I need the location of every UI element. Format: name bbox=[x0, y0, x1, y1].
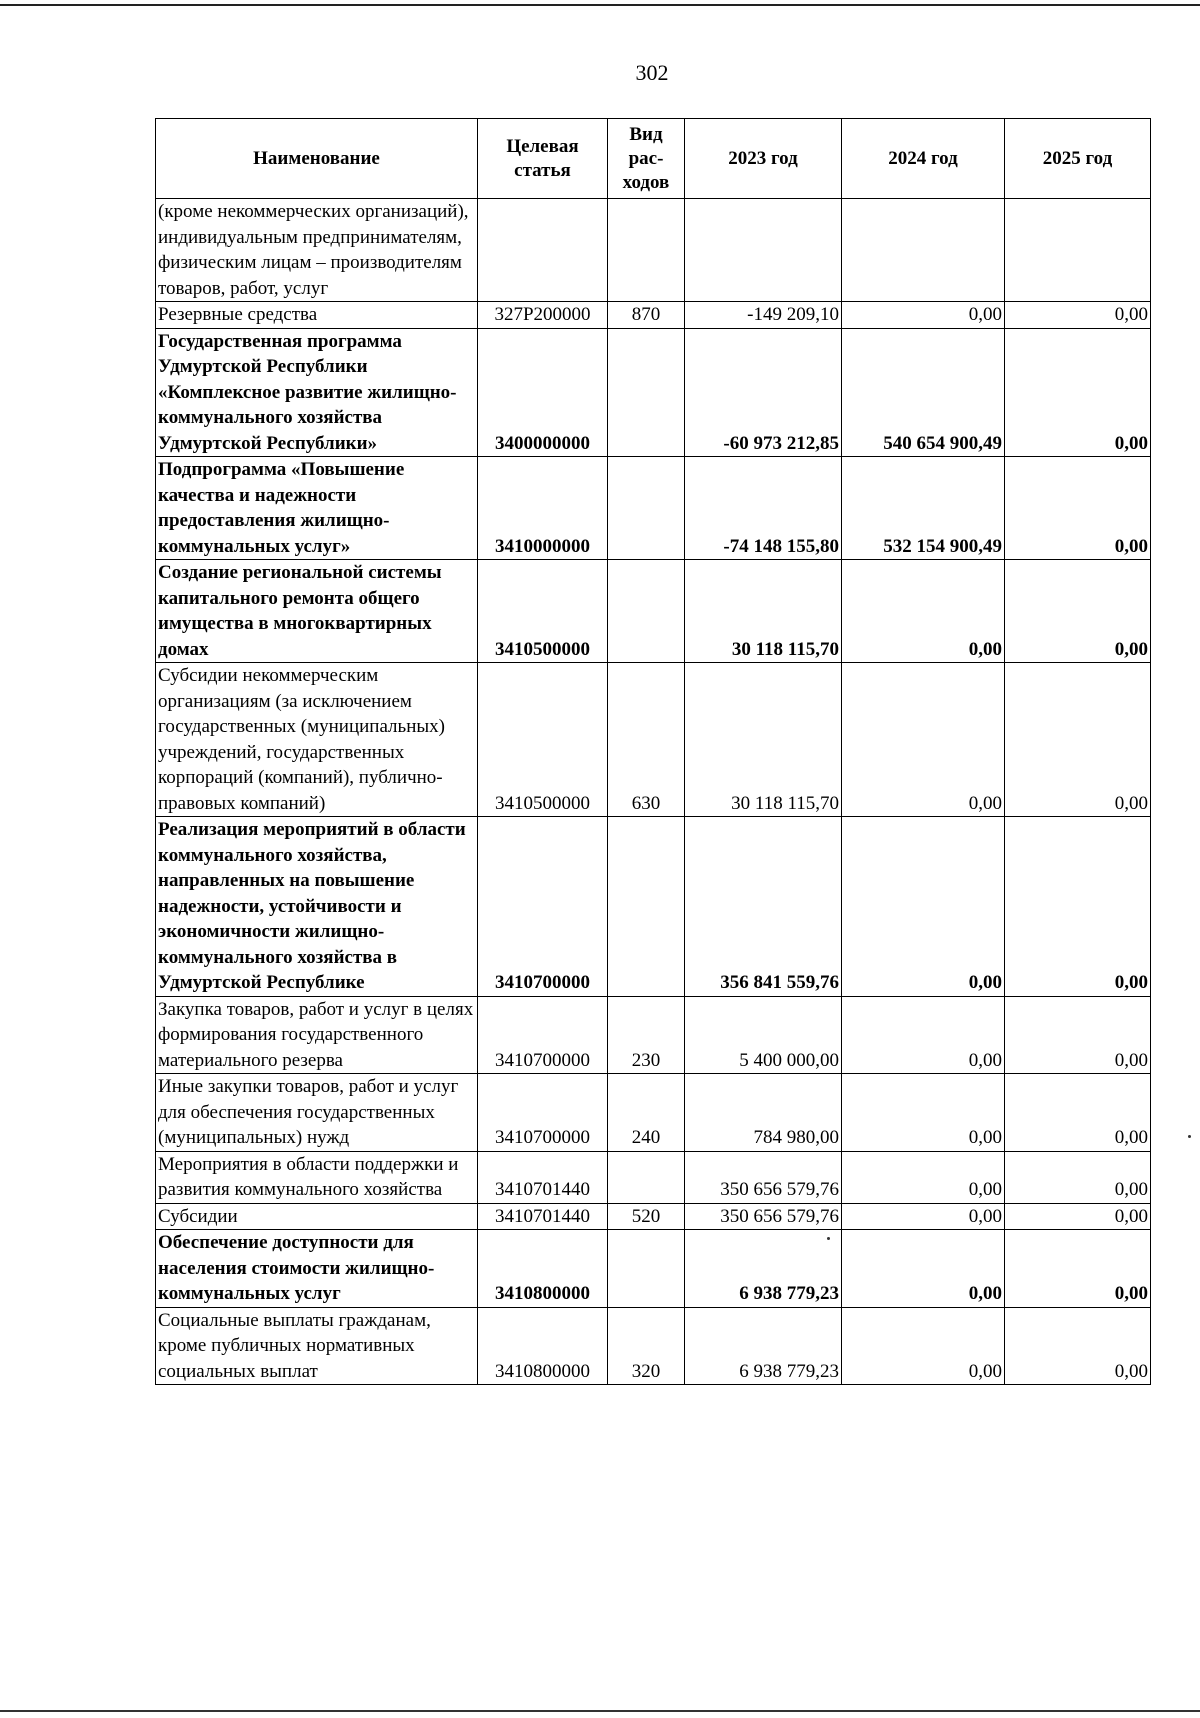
header-2025: 2025 год bbox=[1005, 119, 1151, 199]
table-row bbox=[156, 1203, 1151, 1230]
row-name: Резервные средства bbox=[156, 302, 478, 329]
header-kind: Вид рас- ходов bbox=[608, 119, 685, 199]
row-kind bbox=[608, 199, 685, 302]
row-kind: 240 bbox=[608, 1074, 685, 1152]
scan-speck bbox=[1188, 1135, 1191, 1138]
row-2023: 6 938 779,23 bbox=[685, 1230, 842, 1308]
row-2024: 0,00 bbox=[842, 817, 1005, 997]
row-2024: 532 154 900,49 bbox=[842, 457, 1005, 560]
row-name: Мероприятия в области поддержки и развития коммунального хозяйства bbox=[156, 1151, 478, 1203]
row-code: 3410701440 bbox=[478, 1151, 608, 1203]
row-name: Иные закупки товаров, работ и услуг для обеспечения государственных (муниципальных) нужд bbox=[156, 1074, 478, 1152]
row-kind bbox=[608, 457, 685, 560]
row-code: 3410800000 bbox=[478, 1307, 608, 1385]
row-2024: 0,00 bbox=[842, 1151, 1005, 1203]
row-code: 3410700000 bbox=[478, 1074, 608, 1152]
header-2024: 2024 год bbox=[842, 119, 1005, 199]
row-2023: 30 118 115,70 bbox=[685, 663, 842, 817]
row-code: 3400000000 bbox=[478, 328, 608, 457]
page-number: 302 bbox=[635, 60, 669, 85]
row-2024: 0,00 bbox=[842, 1203, 1005, 1230]
table-row bbox=[156, 457, 1151, 560]
row-2025: 0,00 bbox=[1005, 1151, 1151, 1203]
row-2025: 0,00 bbox=[1005, 1074, 1151, 1152]
row-2025 bbox=[1005, 199, 1151, 302]
row-kind: 630 bbox=[608, 663, 685, 817]
row-2023: 30 118 115,70 bbox=[685, 560, 842, 663]
row-kind: 320 bbox=[608, 1307, 685, 1385]
row-2025: 0,00 bbox=[1005, 1230, 1151, 1308]
row-2025: 0,00 bbox=[1005, 328, 1151, 457]
row-code: 3410500000 bbox=[478, 560, 608, 663]
row-name: (кроме некоммерческих организаций), индивидуальным предпринимателям, физическим лицам – производителям товаров, работ, услуг bbox=[156, 199, 478, 302]
row-2023: 350 656 579,76 bbox=[685, 1203, 842, 1230]
table-row bbox=[156, 1074, 1151, 1152]
table-body bbox=[156, 199, 1151, 1385]
row-2023: 784 980,00 bbox=[685, 1074, 842, 1152]
row-code: 3410000000 bbox=[478, 457, 608, 560]
row-2025: 0,00 bbox=[1005, 663, 1151, 817]
row-code: 3410700000 bbox=[478, 996, 608, 1074]
row-2024: 0,00 bbox=[842, 302, 1005, 329]
row-code: 3410500000 bbox=[478, 663, 608, 817]
row-code bbox=[478, 199, 608, 302]
table-row bbox=[156, 996, 1151, 1074]
row-kind bbox=[608, 560, 685, 663]
table-row bbox=[156, 1307, 1151, 1385]
row-2025: 0,00 bbox=[1005, 1307, 1151, 1385]
row-2023: -74 148 155,80 bbox=[685, 457, 842, 560]
row-code: 3410800000 bbox=[478, 1230, 608, 1308]
bottom-edge-rule bbox=[0, 1710, 1200, 1712]
row-code: 327Р200000 bbox=[478, 302, 608, 329]
row-name: Реализация мероприятий в области коммунального хозяйства, направленных на повышение надежности, устойчивости и экономичности жилищно-коммунального хозяйства в Удмуртской Республике bbox=[156, 817, 478, 997]
row-code: 3410701440 bbox=[478, 1203, 608, 1230]
row-2025: 0,00 bbox=[1005, 457, 1151, 560]
row-2023: 6 938 779,23 bbox=[685, 1307, 842, 1385]
row-name: Субсидии некоммерческим организациям (за исключением государственных (муниципальных) учреждений, государственных корпораций (компаний), публично-правовых компаний) bbox=[156, 663, 478, 817]
row-kind: 520 bbox=[608, 1203, 685, 1230]
row-name: Закупка товаров, работ и услуг в целях формирования государственного материального резерва bbox=[156, 996, 478, 1074]
row-name: Субсидии bbox=[156, 1203, 478, 1230]
header-code: Целевая статья bbox=[478, 119, 608, 199]
row-2023: 5 400 000,00 bbox=[685, 996, 842, 1074]
row-2024: 0,00 bbox=[842, 996, 1005, 1074]
row-2025: 0,00 bbox=[1005, 302, 1151, 329]
table-row bbox=[156, 328, 1151, 457]
header-name: Наименование bbox=[156, 119, 478, 199]
row-kind: 870 bbox=[608, 302, 685, 329]
row-2024 bbox=[842, 199, 1005, 302]
row-2024: 0,00 bbox=[842, 663, 1005, 817]
table-row bbox=[156, 199, 1151, 302]
budget-table bbox=[155, 118, 1151, 1385]
row-2023: 356 841 559,76 bbox=[685, 817, 842, 997]
row-2024: 540 654 900,49 bbox=[842, 328, 1005, 457]
row-name: Обеспечение доступности для населения стоимости жилищно-коммунальных услуг bbox=[156, 1230, 478, 1308]
row-kind: 230 bbox=[608, 996, 685, 1074]
row-2025: 0,00 bbox=[1005, 996, 1151, 1074]
row-2024: 0,00 bbox=[842, 1307, 1005, 1385]
table-row bbox=[156, 663, 1151, 817]
row-name: Социальные выплаты гражданам, кроме публичных нормативных социальных выплат bbox=[156, 1307, 478, 1385]
row-2024: 0,00 bbox=[842, 1074, 1005, 1152]
row-2023 bbox=[685, 199, 842, 302]
row-name: Подпрограмма «Повышение качества и надежности предоставления жилищно-коммунальных услуг» bbox=[156, 457, 478, 560]
top-edge-rule bbox=[0, 0, 1200, 6]
row-2025: 0,00 bbox=[1005, 1203, 1151, 1230]
scan-speck bbox=[827, 1237, 830, 1240]
row-kind bbox=[608, 1151, 685, 1203]
table-row bbox=[156, 817, 1151, 997]
row-2024: 0,00 bbox=[842, 560, 1005, 663]
row-2023: -149 209,10 bbox=[685, 302, 842, 329]
row-kind bbox=[608, 328, 685, 457]
row-kind bbox=[608, 817, 685, 997]
row-name: Создание региональной системы капитального ремонта общего имущества в многоквартирных домах bbox=[156, 560, 478, 663]
table-row bbox=[156, 1230, 1151, 1308]
row-name: Государственная программа Удмуртской Республики «Комплексное развитие жилищно-коммунального хозяйства Удмуртской Республики» bbox=[156, 328, 478, 457]
row-kind bbox=[608, 1230, 685, 1308]
row-code: 3410700000 bbox=[478, 817, 608, 997]
row-2023: -60 973 212,85 bbox=[685, 328, 842, 457]
row-2025: 0,00 bbox=[1005, 560, 1151, 663]
table-row bbox=[156, 1151, 1151, 1203]
table-row bbox=[156, 302, 1151, 329]
table-row bbox=[156, 560, 1151, 663]
row-2024: 0,00 bbox=[842, 1230, 1005, 1308]
header-2023: 2023 год bbox=[685, 119, 842, 199]
row-2025: 0,00 bbox=[1005, 817, 1151, 997]
row-2023: 350 656 579,76 bbox=[685, 1151, 842, 1203]
table-header-row bbox=[156, 119, 1151, 199]
